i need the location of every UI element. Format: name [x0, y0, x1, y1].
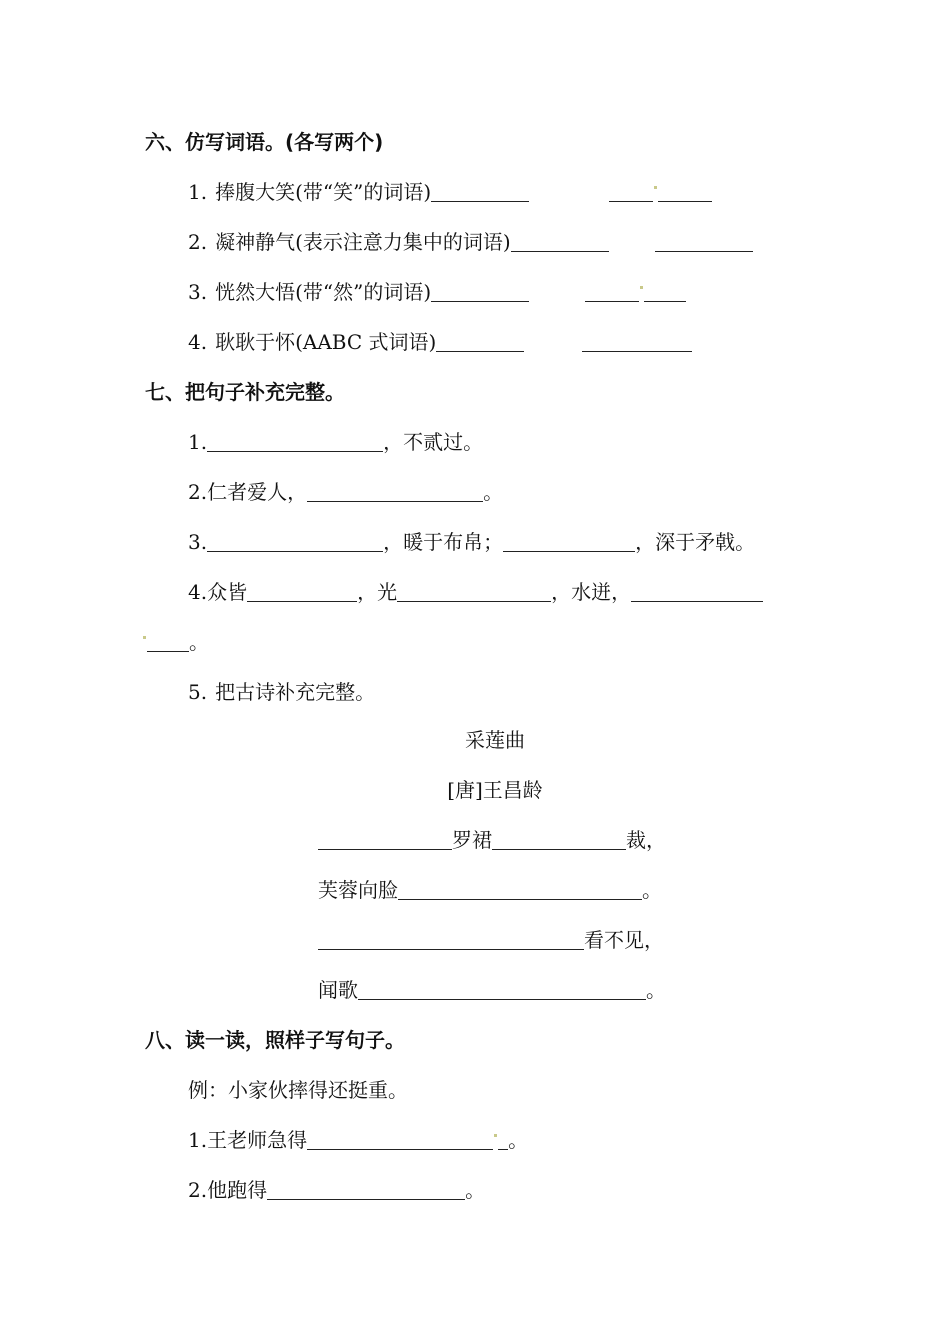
s6-item-1	[188, 178, 712, 206]
answer-blank[interactable]	[398, 879, 642, 900]
item-prompt: 捧腹大笑(带“笑”的词语)	[215, 180, 432, 204]
answer-blank[interactable]	[431, 181, 529, 202]
poem-title: 采莲曲	[465, 728, 525, 752]
answer-blank[interactable]	[658, 181, 712, 202]
poem-line-4	[318, 976, 666, 1004]
sentence-text: ，水迸，	[551, 580, 632, 604]
section-7-title: 七、把句子补充完整。	[145, 380, 345, 404]
section-6-title: 六、仿写词语。(各写两个)	[145, 130, 384, 154]
answer-blank[interactable]	[431, 281, 529, 302]
answer-blank[interactable]	[318, 929, 584, 950]
answer-blank[interactable]	[585, 281, 639, 302]
answer-blank[interactable]	[498, 1129, 508, 1150]
s7-sentence-5	[188, 678, 375, 706]
poem-text: 。	[642, 878, 662, 902]
section-8-title: 八、读一读，照样子写句子。	[145, 1028, 405, 1052]
s7-sentence-3	[188, 528, 755, 556]
sentence-text: 他跑得	[207, 1178, 268, 1202]
sentence-text: ，光	[357, 580, 398, 604]
poem-text: 裁，	[626, 828, 666, 852]
answer-blank[interactable]	[307, 1129, 493, 1150]
poem-line-1	[318, 826, 666, 854]
item-number: 3.	[188, 280, 208, 304]
answer-blank[interactable]	[267, 1179, 465, 1200]
speck-mark	[143, 636, 146, 639]
sentence-text: 众皆	[207, 580, 248, 604]
item-number: 5.	[188, 680, 208, 704]
item-number: 4.	[188, 580, 208, 604]
answer-blank[interactable]	[397, 581, 551, 602]
answer-blank[interactable]	[207, 431, 383, 452]
poem-line-2	[318, 876, 662, 904]
item-number: 1.	[188, 180, 208, 204]
s6-item-4	[188, 328, 692, 356]
answer-blank[interactable]	[492, 829, 626, 850]
sentence-text: ，深于矛戟。	[635, 530, 756, 554]
poem-text: 芙蓉向脸	[318, 878, 398, 902]
answer-blank[interactable]	[655, 231, 753, 252]
poem-text: 闻歌	[318, 978, 358, 1002]
poem-text: 罗裙	[452, 828, 492, 852]
s7-sentence-2	[188, 478, 503, 506]
poem-text: 。	[646, 978, 666, 1002]
s8-question-1	[188, 1126, 528, 1154]
answer-blank[interactable]	[307, 481, 483, 502]
poem-line-3	[318, 926, 664, 954]
sentence-text: 。	[483, 480, 504, 504]
s8-question-2	[188, 1176, 485, 1204]
sentence-text: ，不贰过。	[383, 430, 484, 454]
answer-blank[interactable]	[631, 581, 763, 602]
s7-sentence-4	[188, 578, 763, 606]
answer-blank[interactable]	[147, 631, 189, 652]
sentence-text: 。	[508, 1128, 529, 1152]
answer-blank[interactable]	[582, 331, 692, 352]
item-number: 1.	[188, 1128, 208, 1152]
item-number: 3.	[188, 530, 208, 554]
answer-blank[interactable]	[358, 979, 646, 1000]
item-prompt: 耿耿于怀(AABC 式词语)	[215, 330, 437, 354]
answer-blank[interactable]	[609, 181, 653, 202]
example-sentence: 例：小家伙摔得还挺重。	[188, 1078, 408, 1102]
answer-blank[interactable]	[207, 531, 383, 552]
answer-blank[interactable]	[511, 231, 609, 252]
sentence-text: 把古诗补充完整。	[215, 680, 376, 704]
sentence-text: 王老师急得	[207, 1128, 308, 1152]
answer-blank[interactable]	[503, 531, 635, 552]
item-number: 1.	[188, 430, 208, 454]
poem-text: 看不见，	[584, 928, 664, 952]
answer-blank[interactable]	[436, 331, 524, 352]
s6-item-3	[188, 278, 686, 306]
sentence-text: 。	[465, 1178, 486, 1202]
s7-sentence-1	[188, 428, 483, 456]
poem-author: [唐]王昌龄	[447, 778, 543, 802]
item-prompt: 凝神静气(表示注意力集中的词语)	[215, 230, 511, 254]
item-number: 2.	[188, 1178, 208, 1202]
sentence-text: 仁者爱人，	[207, 480, 308, 504]
answer-blank[interactable]	[247, 581, 357, 602]
sentence-text: ，暖于布帛；	[383, 530, 504, 554]
s7-sentence-4-continued	[142, 628, 209, 656]
sentence-text: 。	[189, 630, 209, 654]
item-number: 2.	[188, 230, 208, 254]
s6-item-2	[188, 228, 753, 256]
answer-blank[interactable]	[644, 281, 686, 302]
speck-mark	[640, 286, 643, 289]
item-number: 4.	[188, 330, 208, 354]
item-prompt: 恍然大悟(带“然”的词语)	[215, 280, 432, 304]
speck-mark	[494, 1134, 497, 1137]
speck-mark	[654, 186, 657, 189]
answer-blank[interactable]	[318, 829, 452, 850]
item-number: 2.	[188, 480, 208, 504]
